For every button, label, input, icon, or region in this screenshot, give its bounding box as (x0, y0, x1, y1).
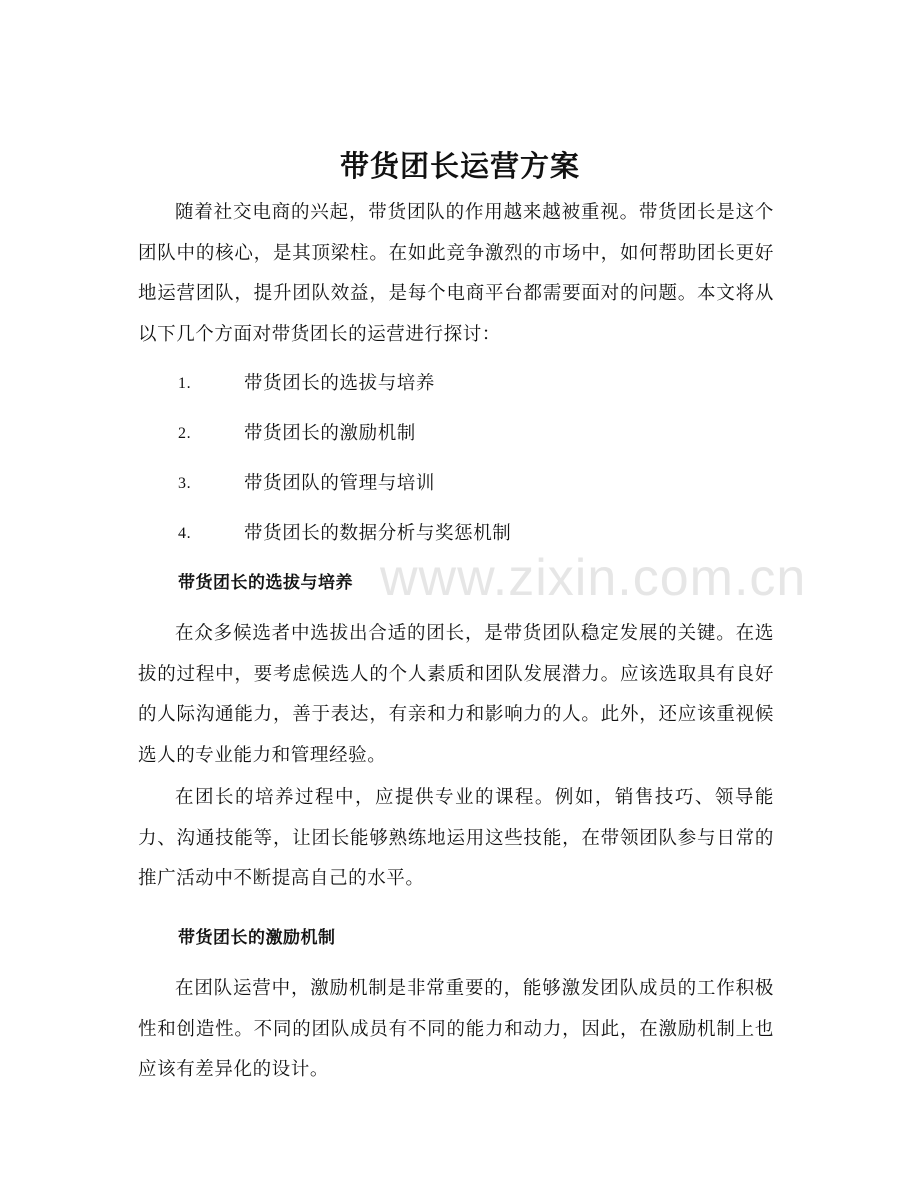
list-item-number: 1. (178, 375, 192, 392)
list-item-number: 3. (178, 475, 192, 492)
incentive-paragraph-1: 在团队运营中，激励机制是非常重要的，能够激发团队成员的工作积极性和创造性。不同的团队成员有不同的能力和动力，因此，在激励机制上也应该有差异化的设计。 (138, 978, 774, 1080)
list-item-number: 2. (178, 425, 192, 442)
section-heading-selection: 带货团长的选拔与培养 (178, 573, 353, 593)
section-heading-incentive: 带货团长的激励机制 (178, 928, 336, 948)
list-item-text: 带货团长的激励机制 (244, 423, 416, 444)
watermark: www.zixin.com.cn (380, 549, 807, 607)
list-item-text: 带货团长的数据分析与奖惩机制 (244, 523, 512, 544)
selection-paragraph-1: 在众多候选者中选拔出合适的团长，是带货团队稳定发展的关键。在选拔的过程中，要考虑候选人的个人素质和团队发展潜力。应该选取具有良好的人际沟通能力，善于表达，有亲和力和影响力的人。此外，还应该重视候选人的专业能力和管理经验。 (138, 623, 774, 766)
selection-paragraph-2: 在团长的培养过程中，应提供专业的课程。例如，销售技巧、领导能力、沟通技能等，让团长能够熟练地运用这些技能，在带领团队参与日常的推广活动中不断提高自己的水平。 (138, 787, 774, 889)
list-item-text: 带货团长的选拔与培养 (244, 373, 436, 394)
list-item-number: 4. (178, 525, 192, 542)
intro-paragraph: 随着社交电商的兴起，带货团队的作用越来越被重视。带货团长是这个团队中的核心，是其顶梁柱。在如此竞争激烈的市场中，如何帮助团长更好地运营团队，提升团队效益，是每个电商平台都需要面对的问题。本文将从以下几个方面对带货团长的运营进行探讨： (138, 202, 774, 345)
list-item-text: 带货团队的管理与培训 (244, 473, 436, 494)
document-title: 带货团长运营方案 (339, 149, 580, 183)
